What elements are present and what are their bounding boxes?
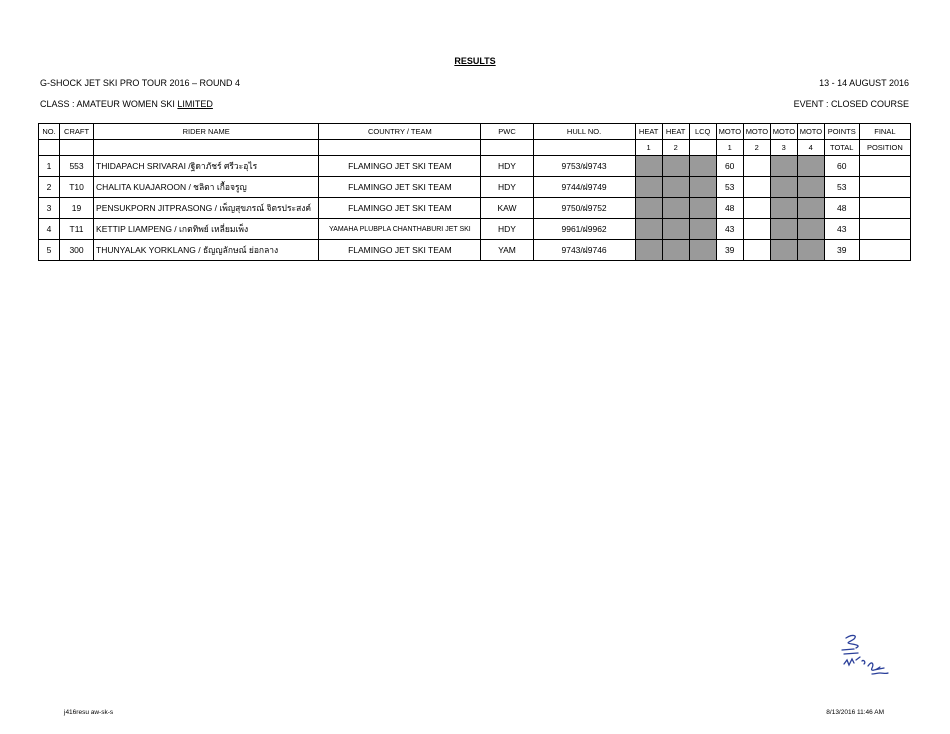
- header-cell: 1: [635, 140, 662, 156]
- header-row-bottom: [39, 140, 911, 156]
- header-cell: PWC: [481, 124, 533, 140]
- craft-cell: 19: [60, 198, 94, 219]
- header-cell: MOTO: [743, 124, 770, 140]
- pwc-cell: HDY: [481, 177, 533, 198]
- moto4-cell: [797, 198, 824, 219]
- no-cell: 3: [39, 198, 60, 219]
- lcq-cell: [689, 240, 716, 261]
- heat2-cell: [662, 240, 689, 261]
- position-cell: [859, 198, 910, 219]
- header-cell: NO.: [39, 124, 60, 140]
- pwc-cell: HDY: [481, 156, 533, 177]
- no-cell: 4: [39, 219, 60, 240]
- total-cell: 53: [824, 177, 859, 198]
- rider-cell: PENSUKPORN JITPRASONG / เพ็ญสุขภรณ์ จิตรประสงค์: [94, 198, 319, 219]
- craft-cell: T11: [60, 219, 94, 240]
- moto2-cell: [743, 198, 770, 219]
- pwc-cell: KAW: [481, 198, 533, 219]
- header-cell: HEAT: [662, 124, 689, 140]
- moto2-cell: [743, 156, 770, 177]
- moto1-cell: 48: [716, 198, 743, 219]
- header-cell: 4: [797, 140, 824, 156]
- class-prefix: CLASS : AMATEUR WOMEN SKI: [40, 99, 175, 109]
- header-row-top: [39, 124, 911, 140]
- header-cell: [39, 140, 60, 156]
- craft-cell: T10: [60, 177, 94, 198]
- header-cell: HULL NO.: [533, 124, 635, 140]
- hull-cell: 9744/ฝ9749: [533, 177, 635, 198]
- no-cell: 1: [39, 156, 60, 177]
- table-row: [39, 219, 911, 240]
- class-suffix: LIMITED: [177, 99, 213, 109]
- results-table: [38, 123, 911, 261]
- lcq-cell: [689, 177, 716, 198]
- total-cell: 43: [824, 219, 859, 240]
- event-date: 13 - 14 AUGUST 2016: [819, 78, 909, 88]
- no-cell: 5: [39, 240, 60, 261]
- rider-cell: CHALITA KUAJAROON / ชลิตา เกื้อจรูญ: [94, 177, 319, 198]
- header-cell: MOTO: [716, 124, 743, 140]
- lcq-cell: [689, 219, 716, 240]
- craft-cell: 553: [60, 156, 94, 177]
- moto1-cell: 53: [716, 177, 743, 198]
- moto1-cell: 39: [716, 240, 743, 261]
- moto1-cell: 60: [716, 156, 743, 177]
- table-row: [39, 177, 911, 198]
- position-cell: [859, 156, 910, 177]
- header-cell: [94, 140, 319, 156]
- header-cell: FINAL: [859, 124, 910, 140]
- header-cell: POSITION: [859, 140, 910, 156]
- total-cell: 48: [824, 198, 859, 219]
- position-cell: [859, 240, 910, 261]
- moto2-cell: [743, 177, 770, 198]
- moto2-cell: [743, 240, 770, 261]
- header-cell: MOTO: [770, 124, 797, 140]
- moto4-cell: [797, 177, 824, 198]
- header-cell: RIDER NAME: [94, 124, 319, 140]
- moto3-cell: [770, 156, 797, 177]
- moto3-cell: [770, 177, 797, 198]
- no-cell: 2: [39, 177, 60, 198]
- heat1-cell: [635, 219, 662, 240]
- header-cell: MOTO: [797, 124, 824, 140]
- header-cell: CRAFT: [60, 124, 94, 140]
- event-name: G-SHOCK JET SKI PRO TOUR 2016 – ROUND 4: [40, 78, 241, 88]
- signature-mark: [832, 630, 898, 682]
- position-cell: [859, 177, 910, 198]
- heat2-cell: [662, 198, 689, 219]
- team-cell: YAMAHA PLUBPLA CHANTHABURI JET SKI: [319, 219, 481, 240]
- header-cell: 1: [716, 140, 743, 156]
- lcq-cell: [689, 198, 716, 219]
- craft-cell: 300: [60, 240, 94, 261]
- team-cell: FLAMINGO JET SKI TEAM: [319, 198, 481, 219]
- moto1-cell: 43: [716, 219, 743, 240]
- header-cell: [60, 140, 94, 156]
- moto2-cell: [743, 219, 770, 240]
- rider-cell: THIDAPACH SRIVARAI /ฐิดาภัชร์ ศรีวะอุไร: [94, 156, 319, 177]
- header-cell: LCQ: [689, 124, 716, 140]
- header-cell: [533, 140, 635, 156]
- header-cell: HEAT: [635, 124, 662, 140]
- moto4-cell: [797, 219, 824, 240]
- pwc-cell: HDY: [481, 219, 533, 240]
- heat2-cell: [662, 177, 689, 198]
- moto4-cell: [797, 240, 824, 261]
- header-cell: 2: [662, 140, 689, 156]
- header-cell: POINTS: [824, 124, 859, 140]
- hull-cell: 9743/ฝ9746: [533, 240, 635, 261]
- header-cell: 2: [743, 140, 770, 156]
- moto3-cell: [770, 240, 797, 261]
- table-row: [39, 156, 911, 177]
- hull-cell: 9753/ฝ9743: [533, 156, 635, 177]
- pwc-cell: YAM: [481, 240, 533, 261]
- position-cell: [859, 219, 910, 240]
- footer-file-code: j416resu aw-sk-s: [64, 709, 114, 716]
- lcq-cell: [689, 156, 716, 177]
- team-cell: FLAMINGO JET SKI TEAM: [319, 156, 481, 177]
- header-cell: [319, 140, 481, 156]
- header-cell: 3: [770, 140, 797, 156]
- results-title: RESULTS: [454, 56, 496, 66]
- class-label: [40, 99, 213, 109]
- hull-cell: 9750/ฝ9752: [533, 198, 635, 219]
- header-cell: TOTAL: [824, 140, 859, 156]
- heat1-cell: [635, 156, 662, 177]
- team-cell: FLAMINGO JET SKI TEAM: [319, 177, 481, 198]
- team-cell: FLAMINGO JET SKI TEAM: [319, 240, 481, 261]
- hull-cell: 9961/ฝ9962: [533, 219, 635, 240]
- footer-printed-date: 8/13/2016 11:46 AM: [826, 709, 884, 716]
- event-type: EVENT : CLOSED COURSE: [793, 99, 909, 109]
- header-cell: COUNTRY / TEAM: [319, 124, 481, 140]
- moto3-cell: [770, 198, 797, 219]
- header-cell: [689, 140, 716, 156]
- heat2-cell: [662, 156, 689, 177]
- total-cell: 39: [824, 240, 859, 261]
- rider-cell: THUNYALAK YORKLANG / ธัญญลักษณ์ ย่อกลาง: [94, 240, 319, 261]
- heat1-cell: [635, 198, 662, 219]
- total-cell: 60: [824, 156, 859, 177]
- rider-cell: KETTIP LIAMPENG / เกตทิพย์ เหลี่ยมเพ็ง: [94, 219, 319, 240]
- heat1-cell: [635, 177, 662, 198]
- heat2-cell: [662, 219, 689, 240]
- header-cell: [481, 140, 533, 156]
- table-row: [39, 240, 911, 261]
- moto3-cell: [770, 219, 797, 240]
- moto4-cell: [797, 156, 824, 177]
- heat1-cell: [635, 240, 662, 261]
- table-row: [39, 198, 911, 219]
